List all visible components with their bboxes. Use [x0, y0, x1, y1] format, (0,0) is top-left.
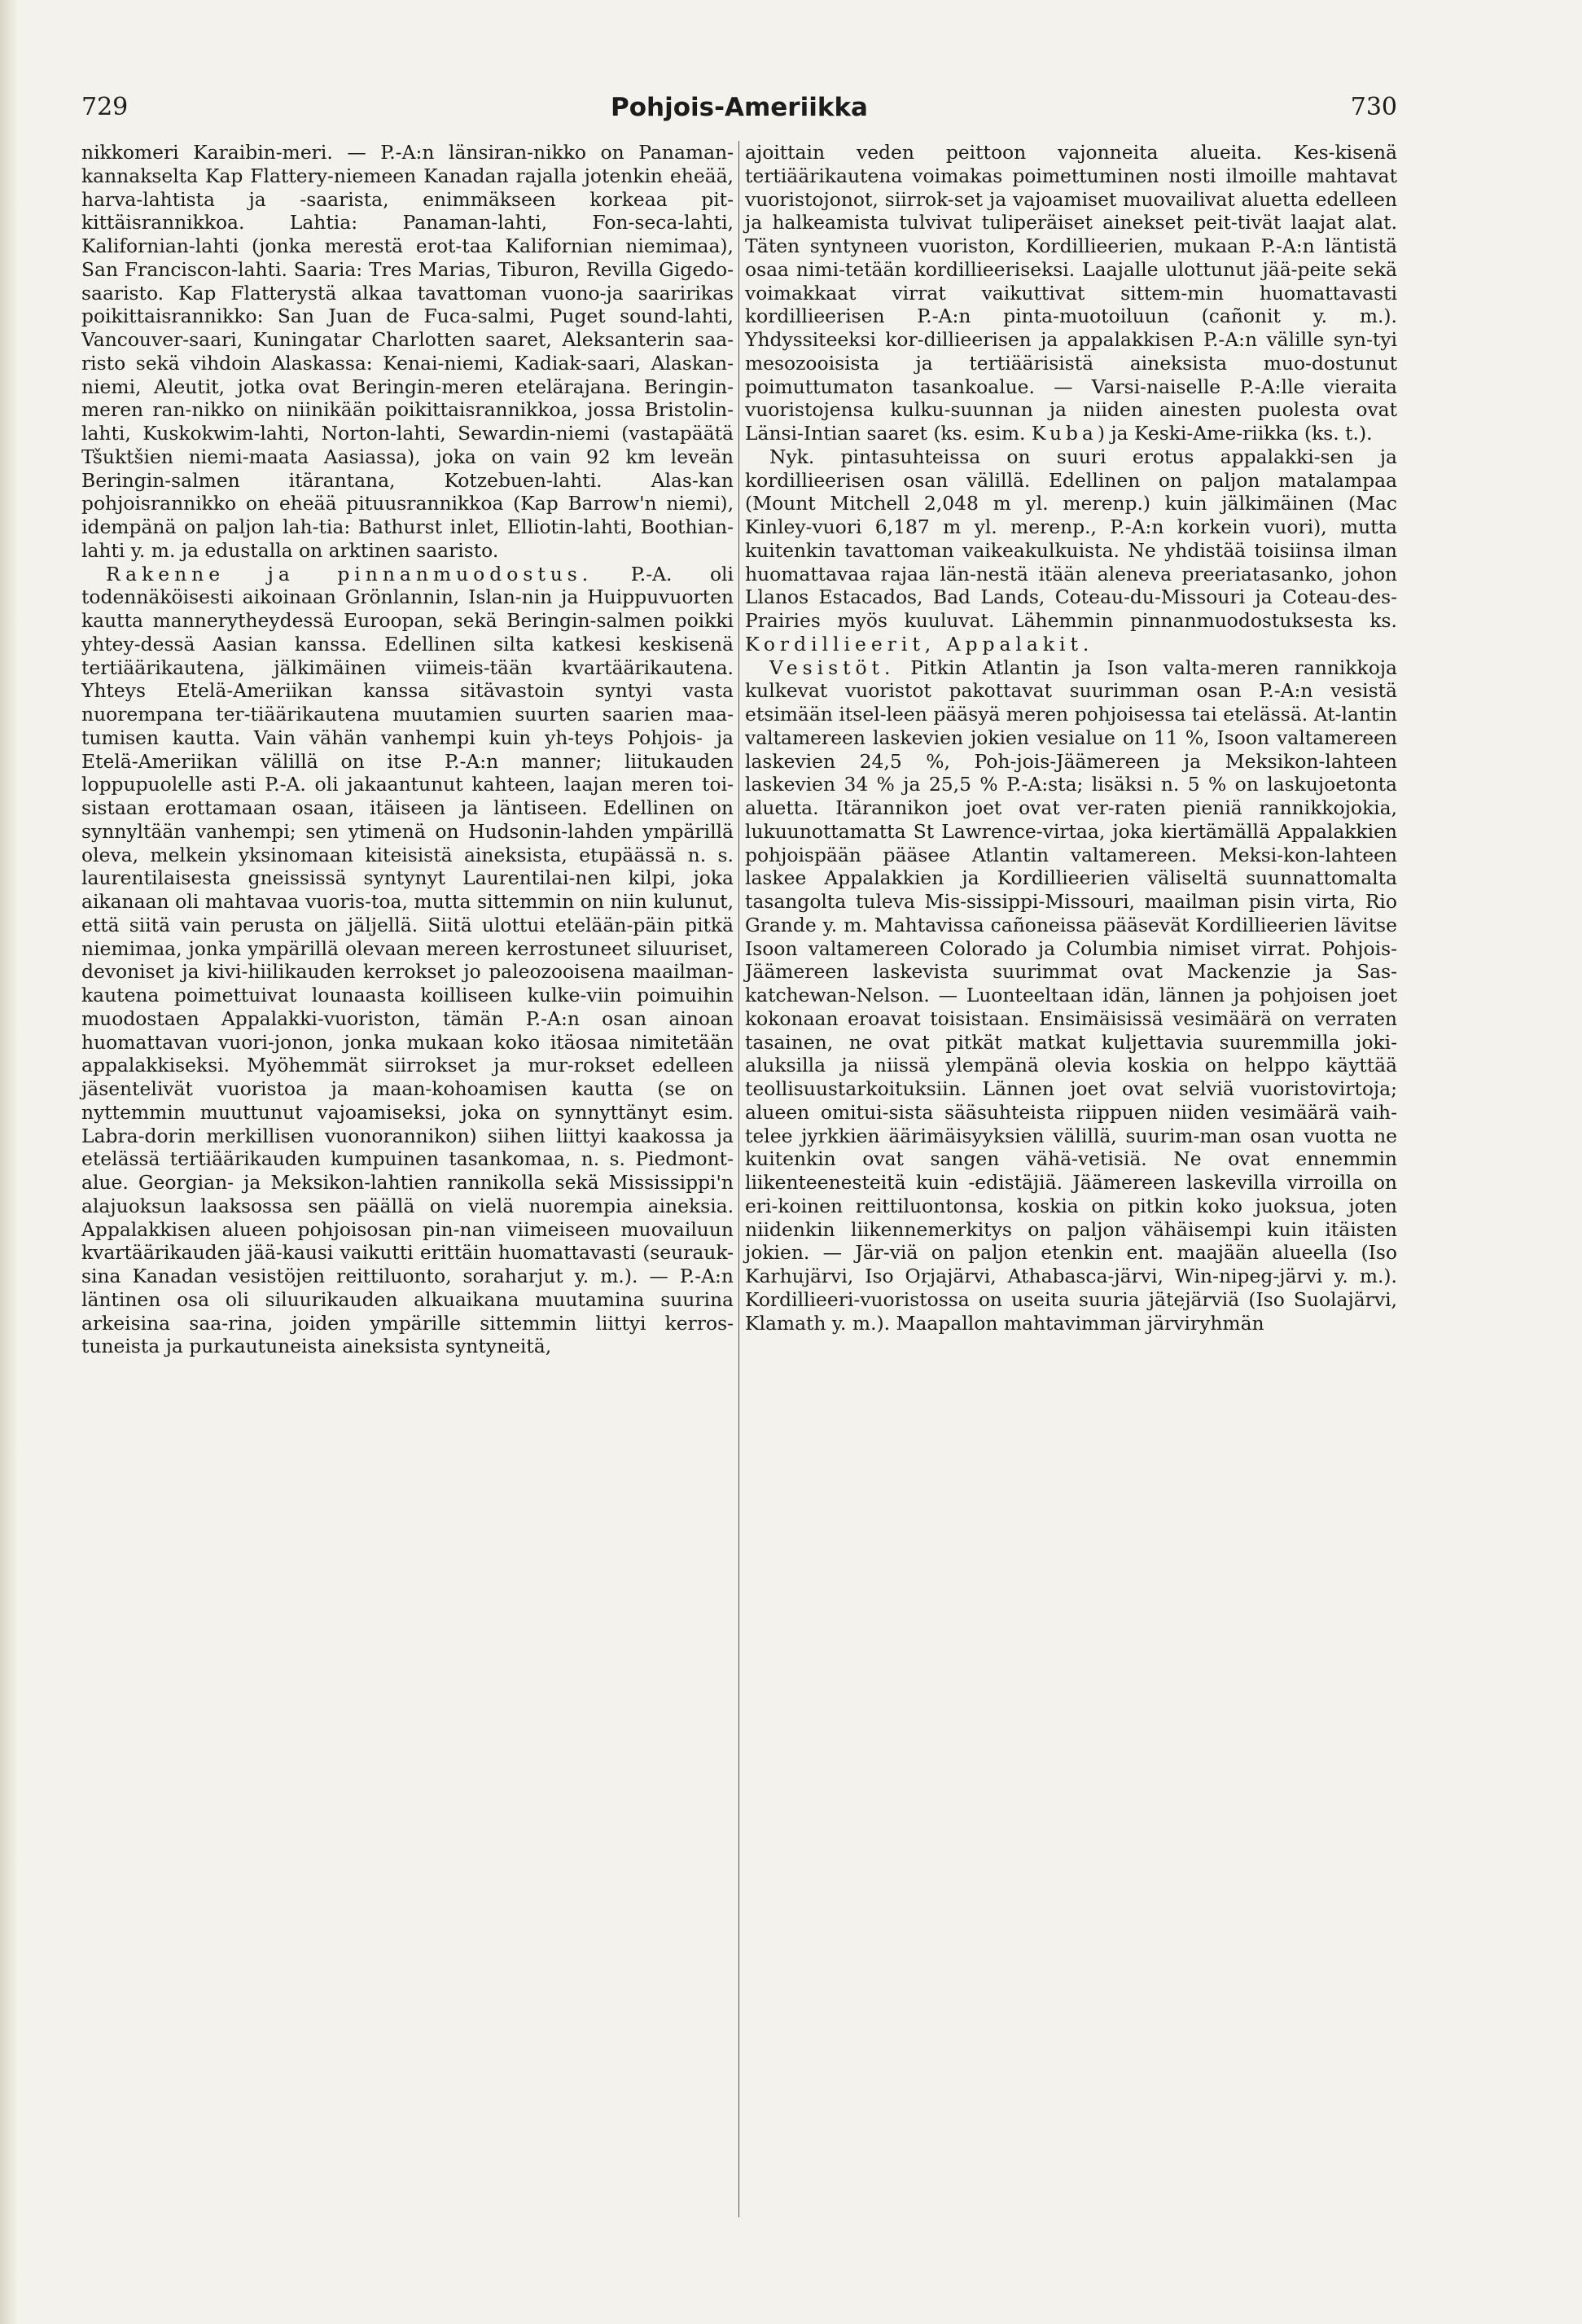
paragraph-structure — [81, 563, 734, 1359]
page-number-right: 730 — [1350, 93, 1397, 121]
left-column — [81, 141, 734, 1358]
page-number-left: 729 — [81, 93, 129, 121]
right-column — [745, 141, 1397, 1335]
paragraph-tertiary — [745, 141, 1397, 445]
ref-kuba: Kuba — [1031, 422, 1098, 445]
page-edge-shadow — [0, 0, 18, 2324]
paragraph-tertiary-text: ajoittain veden peittoon vajonneita alueita. Kes-kisenä tertiäärikautena voimakas poimettuminen nosti ilmoille mahtavat vuoristojonot, siirrok-set ja vajoamiset muovailivat aluetta edelleen ja halkeamista tulvivat tuliperäiset ainekset peit-tivät laajat alat. Täten syntyneen vuoriston, Kordillieerien, mukaan P.-A:n läntistä osaa nimi-tetään kordillieeriseksi. Laajalle ulottunut jää-peite sekä voimakkaat virrat vaikuttivat sittem-min huomattavasti kordillieerisen P.-A:n pinta-muotoiluun (cañonit y. m.). Yhdyssiteeksi kor-dillieerisen ja appalakkisen P.-A:n välille syn-tyi mesozooisista ja tertiäärisistä aineksista muo-dostunut poimuttumaton tasankoalue. — Varsi-naiselle P.-A:lle vieraita vuoristojensa kulku-suunnan ja niiden ainesten puolesta ovat Länsi-Intian saaret (ks. esim. — [745, 141, 1397, 445]
paragraph-coasts: nikkomeri Karaibin-meri. — P.-A:n länsiran-nikko on Panaman-kannakselta Kap Flattery-niemeen Kanadan rajalla jotenkin eheää, harva-lahtista ja -saarista, enimmäkseen korkeaa pit-kittäisrannikkoa. Lahtia: Panaman-lahti, Fon-seca-lahti, Kalifornian-lahti (jonka merestä erot-taa Kalifornian niemimaa), San Franciscon-lahti. Saaria: Tres Marias, Tiburon, Revilla Gigedo-saaristo. Kap Flatterystä alkaa tavattoman vuono-ja saaririkas poikittaisrannikko: San Juan de Fuca-salmi, Puget sound-lahti, Vancouver-saari, Kuningatar Charlotten saaret, Aleksanterin saa-risto sekä vihdoin Alaskassa: Kenai-niemi, Kadiak-saari, Alaskan-niemi, Aleutit, jotka ovat Beringin-meren etelärajana. Beringin-meren ran-nikko on niinikään poikittaisrannikkoa, jossa Bristolin-lahti, Kuskokwim-lahti, Norton-lahti, Sewardin-niemi (vastapäätä Tšuktšien niemi-maata Aasiassa), joka on vain 92 km leveän Beringin-salmen itärantana, Kotzebuen-lahti. Alas-kan pohjoisrannikko on eheää pituusrannikkoa (Kap Barrow'n niemi), idempänä on paljon lah-tia: Bathurst inlet, Elliotin-lahti, Boothian-lahti y. m. ja edustalla on arktinen saaristo. — [81, 141, 734, 562]
paragraph-surface-text: Nyk. pintasuhteissa on suuri erotus appalakki-sen ja kordillieerisen osan välillä. Edellinen on paljon matalampaa (Mount Mitchell 2,048 m yl. merenp.) kuin jälkimäinen (Mac Kinley-vuori 6,187 m yl. merenp., P.-A:n korkein vuori), mutta kuitenkin tavattoman vaikeakulkuista. Ne yhdistää toisiinsa ilman huomattavaa rajaa län-nestä itään aleneva preeriatasanko, johon Llanos Estacados, Bad Lands, Coteau-du-Missouri ja Coteau-des-Prairies myös kuuluvat. Lähemmin pinnanmuodostuksesta ks. — [745, 445, 1397, 632]
column-divider — [738, 141, 739, 2217]
page-title: Pohjois-Ameriikka — [611, 93, 868, 122]
paragraph-waters — [745, 656, 1397, 1335]
page-header — [81, 91, 1397, 132]
paragraph-surface — [745, 445, 1397, 656]
ref-kordillieerit-appalakit: Kordillieerit, Appalakit. — [745, 632, 1094, 656]
paragraph-structure-text: P.-A. oli todennäköisesti aikoinaan Grönlannin, Islan-nin ja Huippuvuorten kautta mannerytheydessä Euroopan, sekä Beringin-salmen poikki yhtey-dessä Aasian kanssa. Edellinen silta katkesi keskisenä tertiäärikautena, jälkimäinen viimeis-tään kvartäärikautena. Yhteys Etelä-Ameriikan kanssa sitävastoin syntyi vasta nuorempana ter-tiäärikautena muutamien suurten saarien maa-tumisen kautta. Vain vähän vanhempi kuin yh-teys Pohjois- ja Etelä-Ameriikan välillä on itse P.-A:n manner; liitukauden loppupuolelle asti P.-A. oli jakaantunut kahteen, laajan meren toi-sistaan erottamaan osaan, itäiseen ja läntiseen. Edellinen on synnyltään vanhempi; sen ytimenä on Hudsonin-lahden ympärillä oleva, melkein yksinomaan kiteisistä aineksista, etupäässä n. s. laurentilaisesta gneississä syntynyt Laurentilai-nen kilpi, joka aikanaan oli mahtavaa vuoris-toa, mutta sittemmin on niin kulunut, että siitä vain perusta on jäljellä. Siitä ulottui etelään-päin pitkä niemimaa, jonka ympärillä olevaan mereen kerrostuneet siluuriset, devoniset ja kivi-hiilikauden kerrokset jo paleozooisena maailman-kautena poimettuivat lounaasta koilliseen kulke-viin poimuihin muodostaen Appalakki-vuoriston, tämän P.-A:n osan ainoan huomattavan vuori-jonon, jonka mukaan koko itäosaa nimitetään appalakkiseksi. Myöhemmät siirrokset ja mur-rokset edelleen jäsentelivät vuoristoa ja maan-kohoamisen kautta (se on nyttemmin muuttunut vajoamiseksi, joka on synnyttänyt esim. Labra-dorin merkillisen vuonorannikon) siihen liittyi kaakossa ja etelässä tertiäärikauden kumpuinen tasankomaa, n. s. Piedmont-alue. Georgian- ja Meksikon-lahtien rannikolla sekä Mississippi'n alajuoksun laaksossa sen päällä on vielä nuorempia aineksia. Appalakkisen alueen pohjoisosan pin-nan viimeiseen muovailuun kvartäärikauden jää-kausi vaikutti erittäin huomattavasti (seurauk-sina Kanadan vesistöjen reittiluonto, soraharjut y. m.). — P.-A:n läntinen osa oli siluurikauden alkuaikana muutamina suurina arkeisina saa-rina, joiden ympärille sittemmin liittyi kerros-tuneista ja purkautuneista aineksista syntyneitä, — [81, 562, 734, 1358]
section-heading-waters: Vesistöt. — [769, 656, 896, 679]
paragraph-tertiary-end: ) ja Keski-Ame-riikka (ks. t.). — [1097, 422, 1373, 445]
section-heading-structure: Rakenne ja pinnanmuodostus. — [106, 562, 594, 585]
paragraph-waters-text: Pitkin Atlantin ja Ison valta-meren rannikkoja kulkevat vuoristot pakottavat suurimman osan P.-A:n vesistä etsimään itsel-leen pääsyä meren pohjoisessa tai etelässä. At-lantin valtamereen laskevien jokien vesialue on 11 %, Isoon valtamereen laskevien 24,5 %, Poh-jois-Jäämereen ja Meksikon-lahteen laskevien 34 % ja 25,5 % P.-A:sta; lisäksi n. 5 % on laskujoetonta aluetta. Itärannikon joet ovat ver-raten pieniä rannikkojokia, lukuunottamatta St Lawrence-virtaa, joka kiertämällä Appalakkien pohjoispään pääsee Atlantin valtamereen. Meksi-kon-lahteen laskee Appalakkien ja Kordillieerien väliseltä suunnattomalta tasangolta tuleva Mis-sissippi-Missouri, maailman pisin virta, Rio Grande y. m. Mahtavissa cañoneissa pääsevät Kordillieerien lävitse Isoon valtamereen Colorado ja Columbia nimiset virrat. Pohjois-Jäämereen laskevista suurimmat ovat Mackenzie ja Sas-katchewan-Nelson. — Luonteeltaan idän, lännen ja pohjoisen joet kokonaan eroavat toisistaan. Ensimäisissä vesimäärä on verraten tasainen, ne ovat pitkät matkat kuljettavia suuremmilla joki-aluksilla ja niissä ylempänä olevia koskia on helppo käyttää teollisuustarkoituksiin. Lännen joet ovat selviä vuoristovirtoja; alueen omitui-sista sääsuhteista riippuen niiden vesimäärä vaih-telee jyrkkien äärimäisyyksien välillä, suurim-man osan vuotta ne kuitenkin ovat sangen vähä-vetisiä. Ne ovat ennemmin liikenteenesteitä kuin -edistäjiä. Jäämereen laskevilla virroilla on eri-koinen reittiluontonsa, koskia on pitkin koko juoksua, joten niidenkin liikennemerkitys on paljon vähäisempi kuin itäisten jokien. — Jär-viä on paljon etenkin ent. maajään alueella (Iso Karhujärvi, Iso Orjajärvi, Athabasca-järvi, Win-nipeg-järvi y. m.). Kordillieeri-vuoristossa on useita suuria jätejärviä (Iso Suolajärvi, Klamath y. m.). Maapallon mahtavimman järviryhmän — [745, 656, 1397, 1335]
